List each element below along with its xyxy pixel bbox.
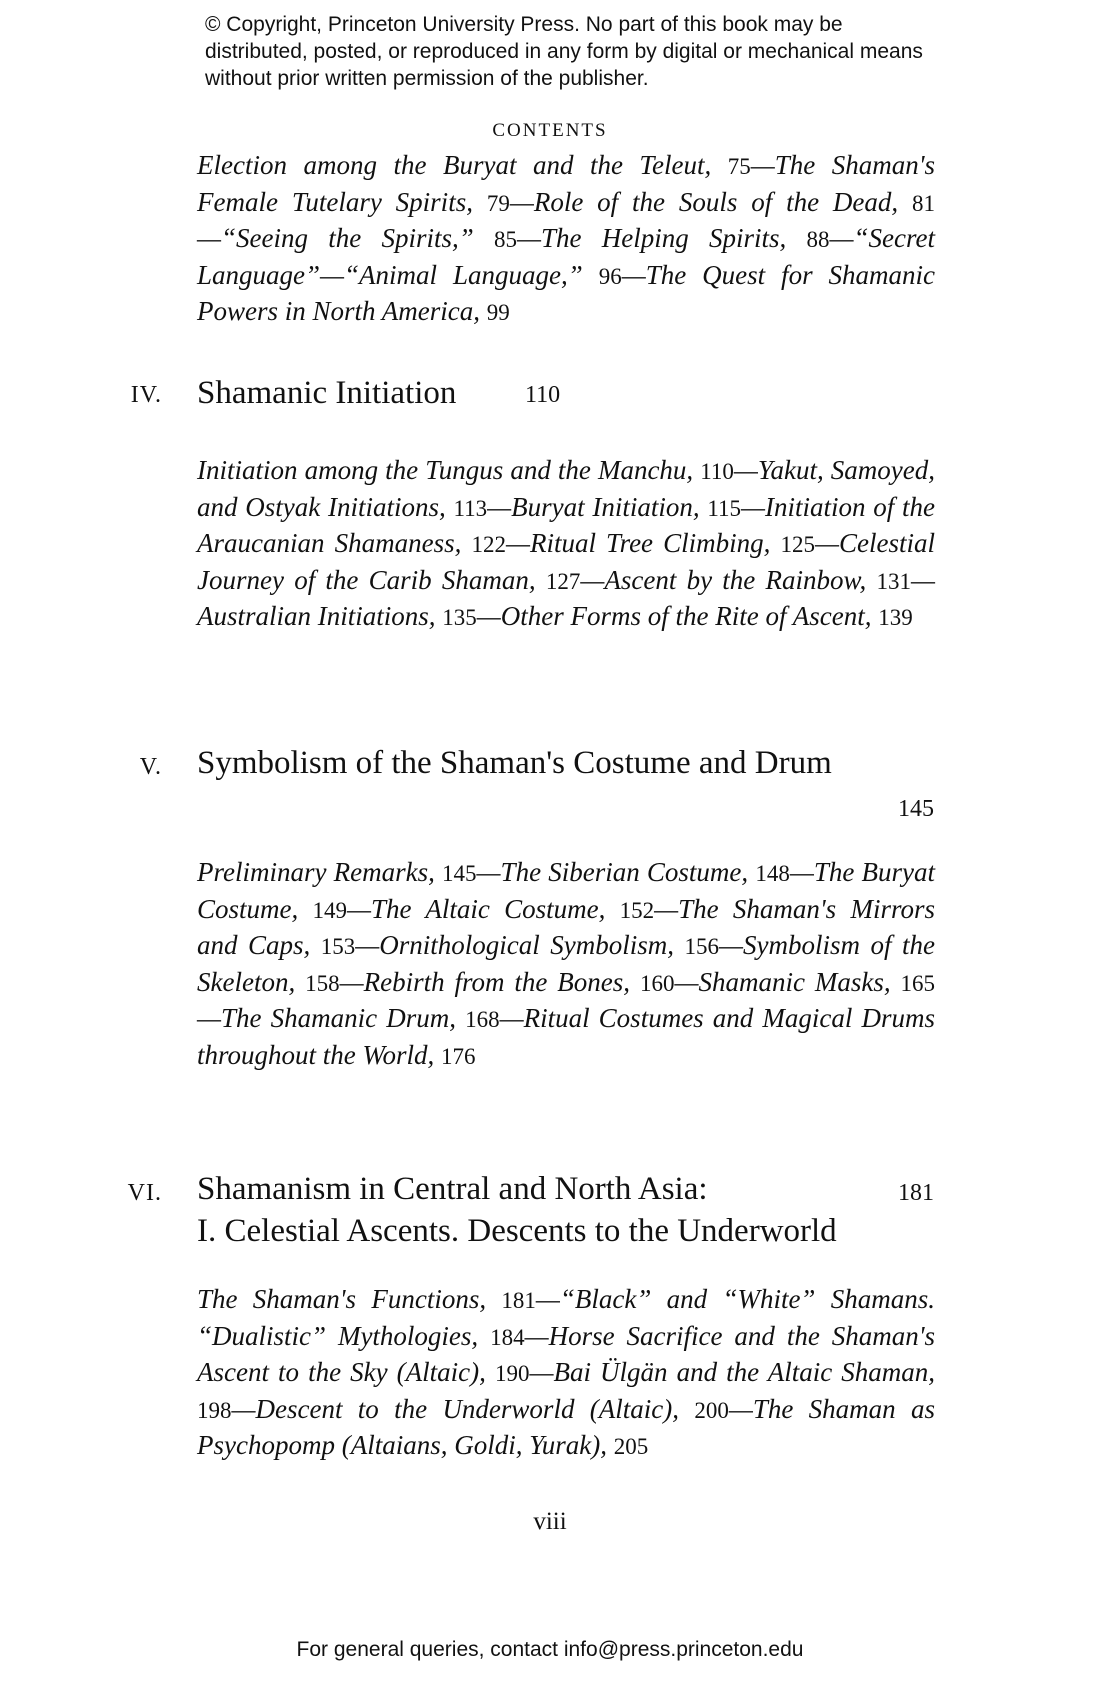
entry-page-number: 110 (700, 459, 734, 484)
entry-page-number: 158 (305, 970, 340, 996)
entry-title: —Shamanic Masks, (674, 966, 901, 997)
entry-title: —Celestial Journey of the Carib Shaman, (197, 528, 936, 595)
entry-page-number: 79 (486, 190, 510, 216)
chapter-v-title: Symbolism of the Shaman's Costume and Drum (197, 745, 832, 781)
entry-title: The Shaman's Functions, (197, 1284, 502, 1314)
entry-page-number: 96 (598, 263, 622, 289)
chapter-vi-subtitle: I. Celestial Ascents. Descents to the Underworld (197, 1213, 837, 1249)
entry-page-number: 131 (876, 568, 911, 594)
entry-title: —“Secret Language”—“Animal Language,” (197, 223, 936, 290)
entry-page-number: 200 (694, 1397, 729, 1423)
entry-page-number: 153 (320, 934, 356, 960)
entry-page-number: 125 (780, 532, 816, 558)
page-number: viii (533, 1508, 567, 1535)
chapter-vi-title: Shamanism in Central and North Asia: (197, 1171, 708, 1207)
entry-title: —Symbolism of the Skeleton, (197, 930, 935, 997)
chapter-vi-page: 181 (898, 1180, 934, 1206)
entry-title: —The Shaman's Mirrors and Caps, (197, 893, 935, 961)
entry-title: —Rebirth from the Bones, (339, 966, 640, 997)
entry-page-number: 168 (465, 1007, 500, 1033)
entry-page-number: 145 (442, 861, 477, 886)
entry-title: —“Seeing the Spirits,” (197, 223, 495, 254)
entry-page-number: 75 (727, 154, 751, 179)
chapter-iv-title: Shamanic Initiation (197, 375, 457, 411)
entry-page-number: 81 (912, 190, 936, 216)
entry-page-number: 85 (494, 227, 518, 253)
entry-title: Election among the Buryat and the Teleut, (197, 150, 728, 180)
running-head: CONTENTS (492, 120, 608, 141)
continued-entries (197, 148, 935, 331)
entry-page-number: 149 (312, 897, 348, 923)
entry-page-number: 184 (490, 1324, 525, 1350)
entry-title: Preliminary Remarks, (197, 857, 443, 887)
entry-title: Initiation among the Tungus and the Manchu, (197, 455, 701, 485)
entry-title: —Buryat Initiation, (487, 491, 708, 522)
entry-title: —Ascent by the Rainbow, (580, 564, 877, 595)
entry-page-number: 181 (501, 1288, 536, 1313)
entry-title: —The Buryat Costume, (197, 857, 935, 924)
entry-page-number: 198 (197, 1397, 232, 1423)
chapter-v-page: 145 (898, 796, 934, 822)
chapter-v-numeral: V. (139, 754, 162, 780)
entry-page-number: 190 (494, 1361, 530, 1387)
chapter-iv-entries (197, 453, 935, 636)
chapter-iv-numeral: IV. (130, 382, 162, 408)
chapter-vi-numeral: VI. (127, 1180, 162, 1206)
entry-title: —The Siberian Costume, (476, 857, 756, 887)
entry-title: —Australian Initiations, (197, 564, 935, 632)
entry-page-number: 156 (684, 934, 720, 960)
entry-page-number: 122 (471, 532, 506, 558)
chapter-v-entries (197, 855, 935, 1075)
entry-page-number: 99 (486, 300, 510, 326)
entry-title: —Role of the Souls of the Dead, (509, 186, 913, 217)
entry-page-number: 113 (453, 495, 488, 521)
entry-page-number: 176 (441, 1043, 476, 1069)
entry-page-number: 115 (707, 495, 742, 521)
entry-title: —Descent to the Underworld (Altaic), (231, 1393, 695, 1424)
copyright-notice: © Copyright, Princeton University Press. No part of this book may be distributed, posted, or reproduced in any form by digital or mechanical means without prior written permission of the publisher. (205, 13, 923, 90)
entry-title: —The Altaic Costume, (347, 893, 620, 924)
entry-page-number: 139 (878, 605, 913, 631)
entry-page-number: 160 (639, 970, 675, 996)
entry-title: —Bai Ülgän and the Altaic Shaman, (529, 1357, 935, 1388)
entry-page-number: 135 (442, 605, 477, 631)
entry-title: —Ritual Tree Climbing, (505, 528, 781, 559)
entry-page-number: 205 (613, 1434, 649, 1460)
entry-page-number: 88 (806, 227, 830, 253)
entry-title: —The Shaman as Psychopomp (Altaians, Goldi, Yurak), (197, 1393, 935, 1461)
entry-page-number: 152 (619, 897, 655, 923)
entry-title: —Ritual Costumes and Magical Drums throughout the World, (197, 1003, 935, 1070)
entry-title: —Ornithological Symbolism, (355, 930, 685, 961)
entry-title: —Other Forms of the Rite of Ascent, (476, 601, 879, 632)
chapter-vi-entries (197, 1282, 935, 1465)
entry-title: —The Shaman's Female Tutelary Spirits, (197, 150, 935, 217)
chapter-iv-page: 110 (525, 382, 561, 408)
entry-title: —Yakut, Samoyed, and Ostyak Initiations, (197, 455, 935, 522)
entry-title: —Initiation of the Araucanian Shamaness, (197, 491, 935, 559)
entry-title: —The Helping Spirits, (517, 223, 807, 254)
entry-title: —The Shamanic Drum, (197, 1003, 466, 1034)
footer-contact: For general queries, contact info@press.princeton.edu (296, 1638, 804, 1661)
entry-title: —Horse Sacrifice and the Shaman's Ascent to the Sky (Altaic), (197, 1320, 936, 1388)
entry-page-number: 165 (900, 970, 935, 996)
entry-title: —The Quest for Shamanic Powers in North America, (197, 259, 935, 327)
entry-page-number: 127 (545, 568, 581, 594)
entry-page-number: 148 (755, 861, 790, 886)
entry-title: —“Black” and “White” Shamans. “Dualistic” Mythologies, (197, 1284, 935, 1351)
